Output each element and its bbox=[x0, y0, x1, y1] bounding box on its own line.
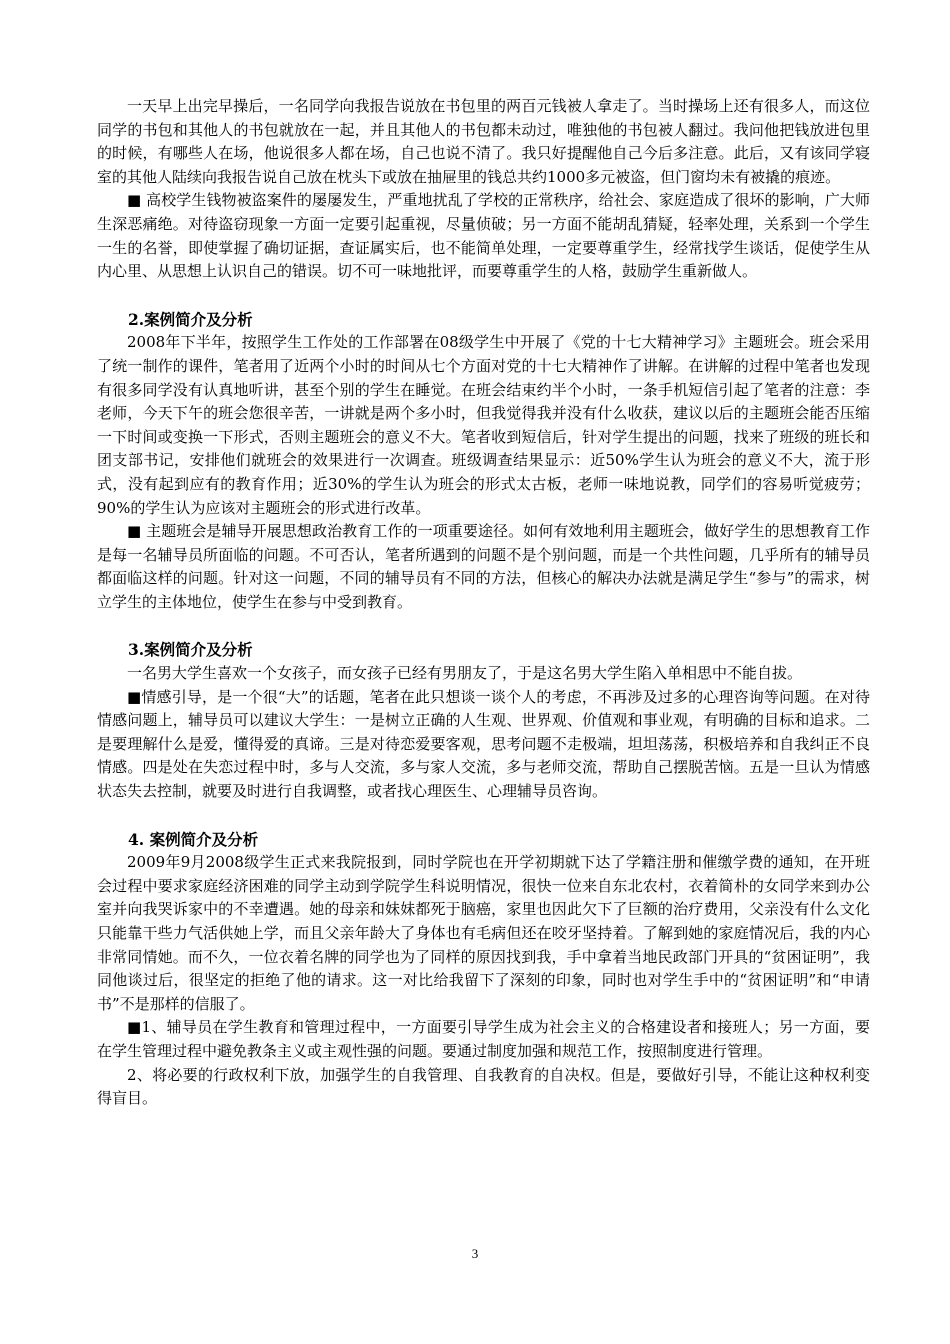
case3-description-paragraph: 一名男大学生喜欢一个女孩子，而女孩子已经有男朋友了，于是这名男大学生陷入单相思中不能自拔。 bbox=[127, 664, 803, 683]
case4-analysis-point-1: ■1、辅导员在学生教育和管理过程中，一方面要引导学生成为社会主义的合格建设者和接班人；另一方面，要在学生管理过程中避免教条主义或主观性强的问题。要通过制度加强和规范工作，按照制度进行管理。 bbox=[97, 1018, 870, 1060]
case2-analysis-paragraph: ■ 主题班会是辅导开展思想政治教育工作的一项重要途径。如何有效地利用主题班会，做好学生的思想教育工作是每一名辅导员所面临的问题。不可否认，笔者所遇到的问题不是个别问题，而是一个共性问题，几乎所有的辅导员都面临这样的问题。针对这一问题，不同的辅导员有不同的方法，但核心的解决办法就是满足学生“参与”的需求，树立学生的主体地位，使学生在参与中受到教育。 bbox=[97, 522, 870, 611]
case4-description-paragraph: 2009年9月2008级学生正式来我院报到，同时学院也在开学初期就下达了学籍注册和催缴学费的通知，在开班会过程中要求家庭经济困难的同学主动到学院学生科说明情况，很快一位来自东北农村，衣着简朴的女同学来到办公室并向我哭诉家中的不幸遭遇。她的母亲和妹妹都死于脑癌，家里也因此欠下了巨额的治疗费用，父亲没有什么文化只能靠干些力气活供她上学，而且父亲年龄大了身体也有毛病但还在咬牙坚持着。了解到她的家庭情况后，我的内心非常同情她。而不久，一位衣着名牌的同学也为了同样的原因找到我，手中拿着当地民政部门开具的“贫困证明”，我同他谈过后，很坚定的拒绝了他的请求。这一对比给我留下了深刻的印象，同时也对学生手中的“贫困证明”和“申请书”不是那样的信服了。 bbox=[97, 853, 870, 1013]
case4-heading: 4. 案例简介及分析 bbox=[128, 829, 259, 849]
page-number: 3 bbox=[471, 1246, 479, 1261]
intro-paragraph-1: 一天早上出完早操后，一名同学向我报告说放在书包里的两百元钱被人拿走了。当时操场上还有很多人，而这位同学的书包和其他人的书包就放在一起，并且其他人的书包都未动过，唯独他的书包被人翻过。我问他把钱放进包里的时候，有哪些人在场，他说很多人都在场，自己也说不清了。我只好提醒他自己今后多注意。此后，又有该同学寝室的其他人陆续向我报告说自己放在枕头下或放在抽屉里的钱总共约1000多元被盗，但门窗均未有被撬的痕迹。 bbox=[97, 97, 870, 186]
case3-analysis-paragraph: ■情感引导，是一个很“大”的话题，笔者在此只想谈一谈个人的考虑，不再涉及过多的心理咨询等问题。在对待情感问题上，辅导员可以建议大学生：一是树立正确的人生观、世界观、价值观和事业观，有明确的目标和追求。二是要理解什么是爱，懂得爱的真谛。三是对待恋爱要客观，思考问题不走极端，坦坦荡荡，积极培养和自我纠正不良情感。四是处在失恋过程中时，多与人交流，多与家人交流，多与老师交流，帮助自己摆脱苦恼。五是一旦认为情感状态失去控制，就要及时进行自我调整，或者找心理医生、心理辅导员咨询。 bbox=[97, 687, 870, 801]
document-body bbox=[97, 95, 870, 1111]
case3-heading: 3.案例简介及分析 bbox=[128, 640, 253, 660]
section-spacer bbox=[97, 614, 870, 638]
case2-heading: 2.案例简介及分析 bbox=[128, 309, 253, 329]
section-spacer bbox=[97, 804, 870, 828]
intro-analysis-paragraph: ■ 高校学生钱物被盗案件的屡屡发生，严重地扰乱了学校的正常秩序，给社会、家庭造成了很坏的影响，广大师生深恶痛绝。对待盗窃现象一方面一定要引起重视，尽量侦破；另一方面不能胡乱猜疑，轻率处理，关系到一个学生一生的名誉，即使掌握了确切证据，查证属实后，也不能简单处理，一定要尊重学生，经常找学生谈话，促使学生从内心里、从思想上认识自己的错误。切不可一味地批评，而要尊重学生的人格，鼓励学生重新做人。 bbox=[97, 191, 870, 281]
case2-description-paragraph: 2008年下半年，按照学生工作处的工作部署在08级学生中开展了《党的十七大精神学习》主题班会。班会采用了统一制作的课件，笔者用了近两个小时的时间从七个方面对党的十七大精神作了讲解。在讲解的过程中笔者也发现有很多同学没有认真地听讲，甚至个别的学生在睡觉。在班会结束约半个小时，一条手机短信引起了笔者的注意：李老师，今天下午的班会您很辛苦，一讲就是两个多小时，但我觉得我并没有什么收获，建议以后的主题班会能否压缩一下时间或变换一下形式，否则主题班会的意义不大。笔者收到短信后，针对学生提出的问题，找来了班级的班长和团支部书记，安排他们就班会的效果进行一次调查。班级调查结果显示：近50%学生认为班会的意义不大，流于形式，没有起到应有的教育作用；近30%的学生认为班会的形式太古板，老师一味地说教，同学们的容易听觉疲劳；90%的学生认为应该对主题班会的形式进行改革。 bbox=[97, 333, 870, 517]
case4-analysis-point-2: 2、将必要的行政权利下放，加强学生的自我管理、自我教育的自决权。但是，要做好引导，不能让这种权利变得盲目。 bbox=[97, 1065, 870, 1108]
section-spacer bbox=[97, 284, 870, 308]
